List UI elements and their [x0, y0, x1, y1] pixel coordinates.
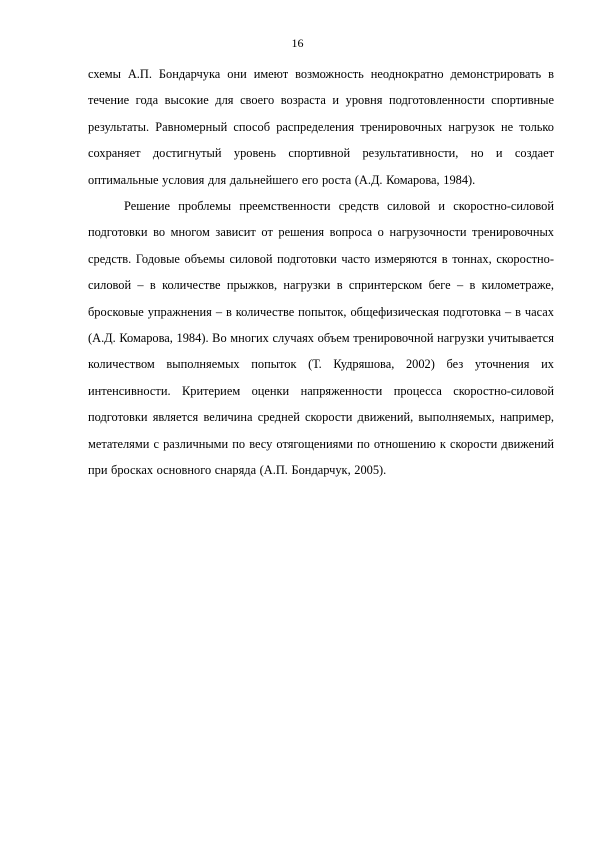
- document-body: [88, 61, 554, 484]
- paragraph-main: Решение проблемы преемственности средств силовой и скоростно-силовой подготовки во многом зависит от решения вопроса о нагрузочности тренировочных средств. Годовые объемы силовой подготовки часто измеряются в тоннах, скоростно-силовой – в количестве прыжков, нагрузки в спринтерском беге – в километраже, бросковые упражнения – в количестве попыток, общефизическая подготовка – в часах (А.Д. Комарова, 1984). Во многих случаях объем тренировочной нагрузки учитывается количеством выполняемых попыток (Т. Кудряшова, 2002) без уточнения их интенсивности. Критерием оценки напряженности процесса скоростно-силовой подготовки является величина средней скорости движений, выполняемых, например, метателями с различными по весу отягощениями по отношению к скорости движений при бросках основного снаряда (А.П. Бондарчук, 2005).: [88, 199, 554, 478]
- page-number: 16: [291, 36, 304, 50]
- paragraph-continuation: схемы А.П. Бондарчука они имеют возможность неоднократно демонстрировать в течение года высокие для своего возраста и уровня подготовленности спортивные результаты. Равномерный способ распределения тренировочных нагрузок не только сохраняет достигнутый уровень спортивной результативности, но и создает оптимальные условия для дальнейшего его роста (А.Д. Комарова, 1984).: [88, 67, 554, 187]
